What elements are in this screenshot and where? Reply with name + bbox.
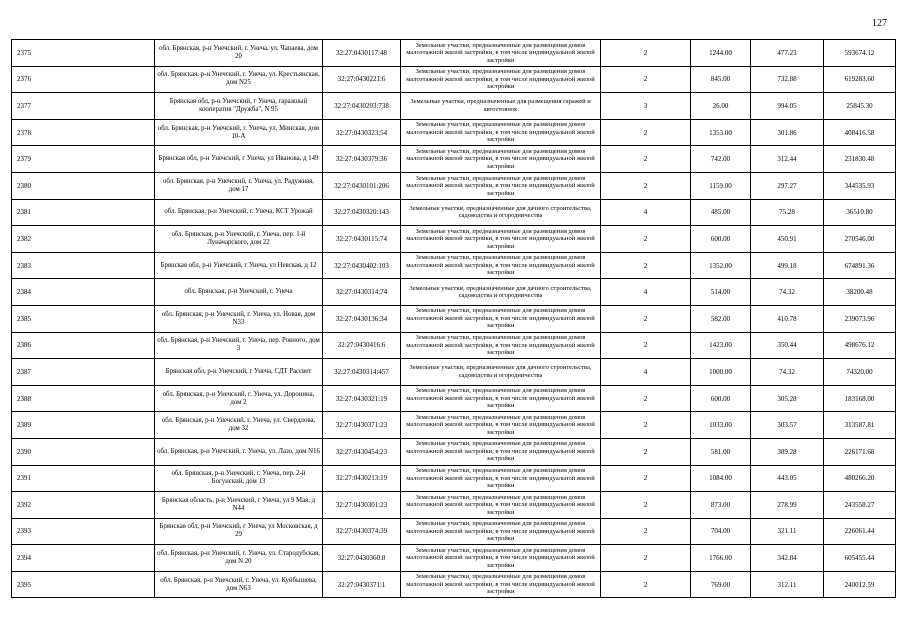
row-number-cell: 2394 — [12, 545, 155, 572]
cadastral-number-cell: 32:27:0430301:23 — [323, 492, 401, 519]
group-cell: 2 — [601, 252, 691, 279]
cadastral-value-cell: 480266.20 — [824, 465, 896, 492]
area-cell: 742.00 — [691, 146, 751, 173]
cadastral-value-cell: 226061.44 — [824, 518, 896, 545]
row-number-cell: 2395 — [12, 571, 155, 598]
table-row — [12, 518, 896, 545]
group-cell: 2 — [601, 332, 691, 359]
cadastral-number-cell: 32:27:0430115:74 — [323, 226, 401, 253]
row-number-cell: 2377 — [12, 93, 155, 120]
row-number-cell: 2393 — [12, 518, 155, 545]
group-cell: 2 — [601, 146, 691, 173]
table-row — [12, 305, 896, 332]
cadastral-value-cell: 619283.60 — [824, 66, 896, 93]
specific-value-cell: 994.05 — [751, 93, 824, 120]
address-cell: обл. Брянская, р-н Унечский, г. Унеча, ул. Крестьянская, дом N25 — [155, 66, 323, 93]
specific-value-cell: 477.23 — [751, 40, 824, 67]
land-use-cell: Земельные участки, предназначенные для размещения домов малоэтажной жилой застройки, в том числе индивидуальной жилой застройки — [401, 571, 601, 598]
table-row — [12, 465, 896, 492]
specific-value-cell: 321.11 — [751, 518, 824, 545]
row-number-cell: 2381 — [12, 199, 155, 226]
address-cell: обл. Брянская, р-н Унечский, г. Унеча, ул. Куйбышева, дом N63 — [155, 571, 323, 598]
group-cell: 4 — [601, 279, 691, 306]
cadastral-value-cell: 243558.27 — [824, 492, 896, 519]
cadastral-value-cell: 239073.96 — [824, 305, 896, 332]
land-use-cell: Земельные участки, предназначенные для дачного строительства, садоводства и огородничества — [401, 279, 601, 306]
group-cell: 2 — [601, 518, 691, 545]
land-use-cell: Земельные участки, предназначенные для размещения домов малоэтажной жилой застройки, в том числе индивидуальной жилой застройки — [401, 40, 601, 67]
address-cell: обл. Брянская, р-н Унечский, г. Унеча, пер. 1-й Луначарского, дом 22 — [155, 226, 323, 253]
row-number-cell: 2390 — [12, 438, 155, 465]
row-number-cell: 2392 — [12, 492, 155, 519]
land-use-cell: Земельные участки, предназначенные для размещения домов малоэтажной жилой застройки, в том числе индивидуальной жилой застройки — [401, 172, 601, 199]
land-use-cell: Земельные участки, предназначенные для размещения домов малоэтажной жилой застройки, в том числе индивидуальной жилой застройки — [401, 305, 601, 332]
area-cell: 1353.00 — [691, 119, 751, 146]
table-row — [12, 172, 896, 199]
group-cell: 4 — [601, 199, 691, 226]
address-cell: обл. Брянская, р-н Унечский, г. Унеча, КСТ Урожай — [155, 199, 323, 226]
table-row — [12, 252, 896, 279]
cadastral-number-cell: 32:27:0430454:23 — [323, 438, 401, 465]
specific-value-cell: 74.32 — [751, 279, 824, 306]
address-cell: обл. Брянская, р-н Унечский, г. Унеча, пер. 2-й Богунский, дом 13 — [155, 465, 323, 492]
land-use-cell: Земельные участки, предназначенные для дачного строительства, садоводства и огородничества — [401, 199, 601, 226]
address-cell: Брянская обл, р-н Унечский, г Унеча, СДТ Рассвет — [155, 359, 323, 386]
cadastral-number-cell: 32:27:0430117:48 — [323, 40, 401, 67]
cadastral-number-cell: 32:27:0430371:1 — [323, 571, 401, 598]
land-use-cell: Земельные участки, предназначенные для размещения домов малоэтажной жилой застройки, в том числе индивидуальной жилой застройки — [401, 465, 601, 492]
cadastral-number-cell: 32:27:0430203:738 — [323, 93, 401, 120]
row-number-cell: 2382 — [12, 226, 155, 253]
row-number-cell: 2387 — [12, 359, 155, 386]
land-use-cell: Земельные участки, предназначенные для размещения домов малоэтажной жилой застройки, в том числе индивидуальной жилой застройки — [401, 438, 601, 465]
area-cell: 600.00 — [691, 385, 751, 412]
cadastral-value-cell: 605455.44 — [824, 545, 896, 572]
cadastral-number-cell: 32:27:0430213:19 — [323, 465, 401, 492]
group-cell: 4 — [601, 359, 691, 386]
row-number-cell: 2383 — [12, 252, 155, 279]
cadastral-value-cell: 36510.80 — [824, 199, 896, 226]
area-cell: 485.00 — [691, 199, 751, 226]
group-cell: 2 — [601, 119, 691, 146]
specific-value-cell: 732.88 — [751, 66, 824, 93]
specific-value-cell: 499.18 — [751, 252, 824, 279]
specific-value-cell: 312.44 — [751, 146, 824, 173]
area-cell: 704.00 — [691, 518, 751, 545]
specific-value-cell: 303.57 — [751, 412, 824, 439]
cadastral-number-cell: 32:27:0430320:143 — [323, 199, 401, 226]
address-cell: Брянская обл, р-н Унечский, г Унеча, гаражный кооператив "Дружба", N 95 — [155, 93, 323, 120]
cadastral-value-cell: 183168.00 — [824, 385, 896, 412]
area-cell: 1766.00 — [691, 545, 751, 572]
table-row — [12, 279, 896, 306]
specific-value-cell: 443.05 — [751, 465, 824, 492]
cadastral-number-cell: 32:27:0430101:206 — [323, 172, 401, 199]
cadastral-value-cell: 498676.12 — [824, 332, 896, 359]
cadastral-number-cell: 32:27:0430321:19 — [323, 385, 401, 412]
address-cell: обл. Брянская, р-н Унечский, г. Унеча, ул. Лазо, дом N16 — [155, 438, 323, 465]
cadastral-value-cell: 344535.93 — [824, 172, 896, 199]
table-row — [12, 492, 896, 519]
address-cell: обл. Брянская, р-н Унечский, г. Унеча, пер. Ровного, дом 3 — [155, 332, 323, 359]
cadastral-value-cell: 313587.81 — [824, 412, 896, 439]
area-cell: 1352.00 — [691, 252, 751, 279]
row-number-cell: 2376 — [12, 66, 155, 93]
cadastral-number-cell: 32:27:0430360:8 — [323, 545, 401, 572]
land-use-cell: Земельные участки, предназначенные для размещения домов малоэтажной жилой застройки, в том числе индивидуальной жилой застройки — [401, 545, 601, 572]
specific-value-cell: 74.32 — [751, 359, 824, 386]
specific-value-cell: 278.99 — [751, 492, 824, 519]
address-cell: обл. Брянская, р-н Унечский, г. Унеча, ул. Новая, дом N33 — [155, 305, 323, 332]
area-cell: 1084.00 — [691, 465, 751, 492]
group-cell: 2 — [601, 226, 691, 253]
row-number-cell: 2380 — [12, 172, 155, 199]
table-row — [12, 412, 896, 439]
cadastral-value-cell: 674891.36 — [824, 252, 896, 279]
area-cell: 581.00 — [691, 438, 751, 465]
row-number-cell: 2386 — [12, 332, 155, 359]
land-use-cell: Земельные участки, предназначенные для размещения домов малоэтажной жилой застройки, в том числе индивидуальной жилой застройки — [401, 385, 601, 412]
cadastral-value-cell: 38200.48 — [824, 279, 896, 306]
group-cell: 2 — [601, 412, 691, 439]
table-row — [12, 66, 896, 93]
table-row — [12, 93, 896, 120]
land-use-cell: Земельные участки, предназначенные для размещения домов малоэтажной жилой застройки, в том числе индивидуальной жилой застройки — [401, 492, 601, 519]
row-number-cell: 2378 — [12, 119, 155, 146]
land-use-cell: Земельные участки, предназначенные для размещения гаражей и автостоянок — [401, 93, 601, 120]
group-cell: 3 — [601, 93, 691, 120]
specific-value-cell: 389.28 — [751, 438, 824, 465]
address-cell: Брянская область, р-н Унечский, г Унеча, ул 9 Мая, д N44 — [155, 492, 323, 519]
address-cell: Брянская обл, р-н Унечский, г Унеча, ул Московская, д 29 — [155, 518, 323, 545]
group-cell: 2 — [601, 492, 691, 519]
cadastral-number-cell: 32:27:0430374:39 — [323, 518, 401, 545]
area-cell: 582.00 — [691, 305, 751, 332]
group-cell: 2 — [601, 40, 691, 67]
area-cell: 514.00 — [691, 279, 751, 306]
row-number-cell: 2379 — [12, 146, 155, 173]
specific-value-cell: 301.86 — [751, 119, 824, 146]
cadastral-value-cell: 240012.59 — [824, 571, 896, 598]
row-number-cell: 2391 — [12, 465, 155, 492]
row-number-cell: 2385 — [12, 305, 155, 332]
specific-value-cell: 350.44 — [751, 332, 824, 359]
address-cell: обл. Брянская, р-н Унечский, г. Унеча, ул. Свердлова, дом 32 — [155, 412, 323, 439]
group-cell: 2 — [601, 66, 691, 93]
table-row — [12, 545, 896, 572]
specific-value-cell: 410.78 — [751, 305, 824, 332]
area-cell: 1159.00 — [691, 172, 751, 199]
area-cell: 600.00 — [691, 226, 751, 253]
land-plots-table — [11, 39, 896, 598]
cadastral-number-cell: 32:27:0430136:34 — [323, 305, 401, 332]
land-use-cell: Земельные участки, предназначенные для размещения домов малоэтажной жилой застройки, в том числе индивидуальной жилой застройки — [401, 412, 601, 439]
cadastral-number-cell: 32:27:0430379:36 — [323, 146, 401, 173]
cadastral-value-cell: 270546.00 — [824, 226, 896, 253]
area-cell: 26.00 — [691, 93, 751, 120]
page-number: 127 — [872, 18, 887, 29]
table-row — [12, 385, 896, 412]
area-cell: 769.00 — [691, 571, 751, 598]
land-use-cell: Земельные участки, предназначенные для размещения домов малоэтажной жилой застройки, в том числе индивидуальной жилой застройки — [401, 332, 601, 359]
row-number-cell: 2389 — [12, 412, 155, 439]
address-cell: обл. Брянская, р-н Унечский, г. Унеча, ул. Стародубская, дом N 20 — [155, 545, 323, 572]
table-row — [12, 40, 896, 67]
group-cell: 2 — [601, 465, 691, 492]
cadastral-number-cell: 32:27:0430314:457 — [323, 359, 401, 386]
specific-value-cell: 305.28 — [751, 385, 824, 412]
table-row — [12, 119, 896, 146]
table-row — [12, 199, 896, 226]
address-cell: Брянская обл, р-н Унечский, г Унеча, ул Иванова, д 149 — [155, 146, 323, 173]
cadastral-value-cell: 408416.58 — [824, 119, 896, 146]
area-cell: 1423.00 — [691, 332, 751, 359]
cadastral-value-cell: 25845.30 — [824, 93, 896, 120]
group-cell: 2 — [601, 305, 691, 332]
specific-value-cell: 342.84 — [751, 545, 824, 572]
cadastral-value-cell: 231830.48 — [824, 146, 896, 173]
specific-value-cell: 75.28 — [751, 199, 824, 226]
land-use-cell: Земельные участки, предназначенные для размещения домов малоэтажной жилой застройки, в том числе индивидуальной жилой застройки — [401, 146, 601, 173]
table-row — [12, 226, 896, 253]
specific-value-cell: 312.11 — [751, 571, 824, 598]
land-use-cell: Земельные участки, предназначенные для размещения домов малоэтажной жилой застройки, в том числе индивидуальной жилой застройки — [401, 252, 601, 279]
address-cell: Брянская обл, р-н Унечский, г Унеча, ул Невская, д 12 — [155, 252, 323, 279]
group-cell: 2 — [601, 172, 691, 199]
group-cell: 2 — [601, 571, 691, 598]
cadastral-number-cell: 32:27:0430416:6 — [323, 332, 401, 359]
table-row — [12, 571, 896, 598]
area-cell: 845.00 — [691, 66, 751, 93]
land-use-cell: Земельные участки, предназначенные для размещения домов малоэтажной жилой застройки, в том числе индивидуальной жилой застройки — [401, 66, 601, 93]
cadastral-number-cell: 32:27:0430402:103 — [323, 252, 401, 279]
row-number-cell: 2375 — [12, 40, 155, 67]
group-cell: 2 — [601, 385, 691, 412]
cadastral-value-cell: 593674.12 — [824, 40, 896, 67]
address-cell: обл. Брянская, р-н Унечский, г. Унеча — [155, 279, 323, 306]
area-cell: 1033.00 — [691, 412, 751, 439]
address-cell: обл. Брянская, р-н Унечский, г. Унеча, ул. Доронина, дом 2 — [155, 385, 323, 412]
cadastral-number-cell: 32:27:0430221:6 — [323, 66, 401, 93]
table-row — [12, 359, 896, 386]
land-use-cell: Земельные участки, предназначенные для размещения домов малоэтажной жилой застройки, в том числе индивидуальной жилой застройки — [401, 226, 601, 253]
address-cell: обл. Брянская, р-н Унечский, г. Унеча, ул. Минская, дом 10-А — [155, 119, 323, 146]
group-cell: 2 — [601, 545, 691, 572]
land-use-cell: Земельные участки, предназначенные для размещения домов малоэтажной жилой застройки, в том числе индивидуальной жилой застройки — [401, 518, 601, 545]
address-cell: обл. Брянская, р-н Унечский, г. Унеча, ул. Чапаева, дом 20 — [155, 40, 323, 67]
table-row — [12, 438, 896, 465]
row-number-cell: 2388 — [12, 385, 155, 412]
area-cell: 873.00 — [691, 492, 751, 519]
table-row — [12, 146, 896, 173]
table-body — [12, 40, 896, 598]
cadastral-number-cell: 32:27:0430371:23 — [323, 412, 401, 439]
cadastral-value-cell: 226171.68 — [824, 438, 896, 465]
cadastral-number-cell: 32:27:0430323:54 — [323, 119, 401, 146]
table-row — [12, 332, 896, 359]
specific-value-cell: 297.27 — [751, 172, 824, 199]
cadastral-value-cell: 74320.00 — [824, 359, 896, 386]
cadastral-number-cell: 32:27:0430314:74 — [323, 279, 401, 306]
specific-value-cell: 450.91 — [751, 226, 824, 253]
land-use-cell: Земельные участки, предназначенные для дачного строительства, садоводства и огородничества — [401, 359, 601, 386]
area-cell: 1000.00 — [691, 359, 751, 386]
area-cell: 1244.00 — [691, 40, 751, 67]
group-cell: 2 — [601, 438, 691, 465]
address-cell: обл. Брянская, р-н Унечский, г. Унеча, ул. Радужная, дом 17 — [155, 172, 323, 199]
row-number-cell: 2384 — [12, 279, 155, 306]
land-use-cell: Земельные участки, предназначенные для размещения домов малоэтажной жилой застройки, в том числе индивидуальной жилой застройки — [401, 119, 601, 146]
